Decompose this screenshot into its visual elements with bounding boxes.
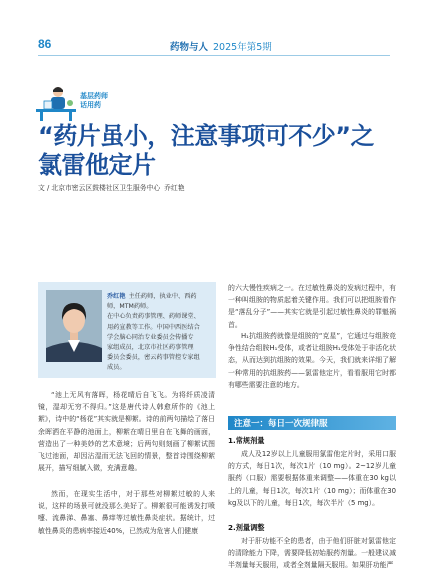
column-tag-line: 话用药	[80, 101, 101, 109]
article-title-line: “药片虽小，注意事项可不少”之	[38, 122, 375, 150]
body-paragraph: 对于肝功能不全的患者，由于他们肝脏对氯雷他定的清除能力下降，需要降低初始服药剂量。一般建议减半剂量每天服用，或者全剂量隔天服用。如果肝功能严	[228, 537, 396, 570]
body-paragraph: H₁抗组胺药就像是组胺的“克星”，它通过与组胺竞争性结合组胺H₁受体，或者让组胺H₁受体处于非活化状态，从而达到抗组胺的效果。今天，我们就来详细了解一种常用的抗组胺药——氯雷他定片，看看服用它时都有哪些需要注意的地方。	[228, 332, 396, 389]
bio-line: 在中心负责药事管理、药师课堂、	[107, 313, 200, 321]
bio-line: 家组成员，北京市社区药事管理	[107, 344, 194, 352]
column-tag-line: 基层药师	[80, 92, 108, 100]
author-bio	[107, 292, 212, 374]
section-heading	[228, 416, 396, 430]
bio-line: 主任药师，执业中、西药	[128, 293, 197, 300]
article-title-line: 氯雷他定片	[38, 151, 156, 179]
article-title	[38, 122, 374, 180]
pharmacist-illustration-icon	[36, 83, 76, 121]
column-tag	[80, 92, 108, 110]
byline-affiliation: 文 / 北京市密云区鼓楼社区卫生服务中心	[38, 184, 161, 192]
byline-author: 乔红艳	[164, 184, 185, 192]
bio-line: 学会脑心同治专业委员会传播专	[107, 333, 194, 341]
subheading: 1.常规剂量	[228, 436, 265, 445]
page-number: 86	[38, 37, 52, 51]
section-heading-text: 注意一：每日一次规律服	[234, 419, 328, 429]
body-paragraph: 成人及12岁以上儿童服用氯雷他定片时，采用口服的方式，每日1次，每次1片（10 mg）。2~12岁儿童服药（口服）需要根据体重来调整——体重在30 kg以上的儿童，每日1次，每次1片（10 mg）；而体重在30 kg及以下的儿童，每日1次，每次半片（5 mg）。	[228, 450, 396, 507]
journal-issue: 2025年第5期	[213, 42, 272, 53]
author-portrait-icon	[46, 290, 102, 362]
bio-line: 成员。	[107, 364, 126, 372]
page-header	[0, 0, 427, 56]
body-paragraph: “池上无风有落晖，杨花晴后自飞飞。为将纤质凌清镜，湿却无穷不得归。”这是唐代诗人韩愈所作的《池上絮》，诗中的“杨花”其实就是柳絮。诗的前两句描绘了落日余晖洒在平静的池面上，柳絮在晴日里自在飞舞的画面，营造出了一种美妙的艺术意境；后两句则刻画了柳絮试图飞过池面，却因沾湿而无法飞回的情景，整首诗围绕柳絮展开，描写细腻入微，充满意趣。	[38, 391, 215, 473]
bio-name: 乔红艳	[107, 293, 126, 300]
bio-line: 委员会委员，密云药事管控专家组	[107, 354, 200, 362]
bio-line: 用药宣教等工作。中国中西医结合	[107, 323, 200, 331]
body-paragraph: 的六大慢性疾病之一。在过敏性鼻炎的发病过程中，有一种叫组胺的物质起着关键作用。我们可以把组胺看作是“落乱分子”——其实它就是引起过敏性鼻炎的罪魁祸首。	[228, 284, 396, 329]
subheading: 2.剂量调整	[228, 523, 265, 532]
journal-name: 药物与人	[170, 42, 209, 53]
header-divider	[38, 55, 390, 56]
journal-title	[170, 39, 272, 53]
body-paragraph: 然而，在现实生活中，对于那些对柳絮过敏的人来说，这样的场景可就没那么美好了。柳絮很可能诱发打喷嚏、流鼻涕、鼻塞、鼻痒等过敏性鼻炎症状。据统计，过敏性鼻炎的患病率接近40%，已然成为危害人们健康	[38, 490, 215, 535]
byline	[38, 182, 189, 192]
bio-line: 师，MTM药师。	[107, 303, 153, 311]
author-photo	[46, 290, 102, 362]
